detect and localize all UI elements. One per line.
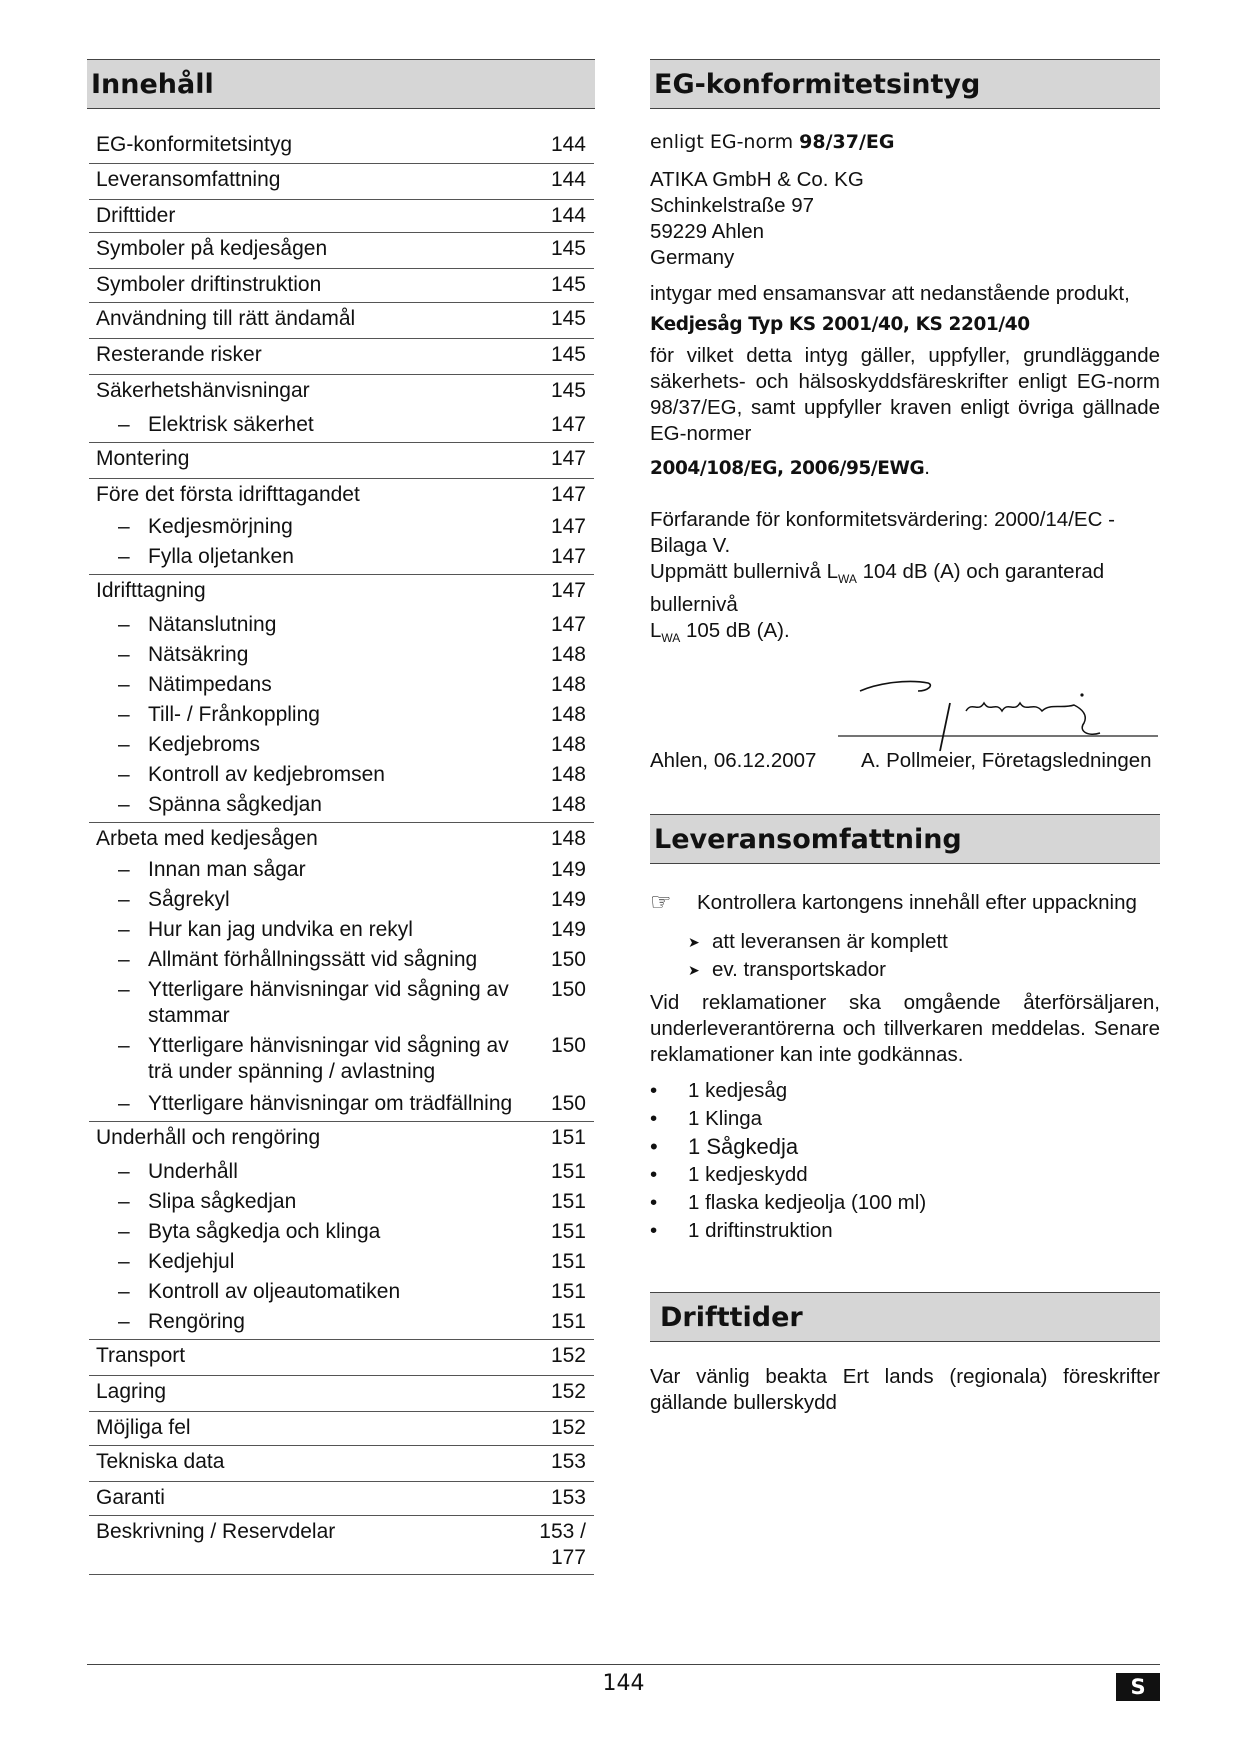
address-line: Schinkelstraße 97 [650, 194, 815, 217]
noise-subscript: WA [838, 572, 857, 587]
toc-subentry[interactable] [89, 670, 594, 700]
toc-page-number: 147 [550, 545, 586, 568]
complaints-text: Vid reklamationer ska omgående återförsäljaren, underleverantörerna och tillverkaren meddelas. Senare reklamationer kan inte godkännas. [650, 991, 1160, 1067]
toc-page-number: 150 [550, 978, 586, 1001]
toc-page-number: 151 [550, 1190, 586, 1213]
toc-entry[interactable] [89, 1515, 594, 1574]
toc-entry-title: Före det första idrifttagandet [96, 483, 360, 506]
toc-entry-title: – Allmänt förhållningssätt vid sågning [96, 947, 538, 973]
toc-page-number: 151 [550, 1310, 586, 1333]
toc-entry[interactable] [89, 478, 594, 512]
toc-entry-title: – Sågrekyl [96, 887, 538, 913]
page-footer [87, 1664, 1160, 1699]
toc-page-number: 152 [550, 1344, 586, 1367]
toc-subentry[interactable] [89, 640, 594, 670]
delivery-heading: Leveransomfattning [650, 814, 1160, 864]
toc-entry-title: Lagring [96, 1380, 167, 1403]
directive-suffix: . [924, 456, 930, 479]
toc-entry-title: – Till- / Frånkoppling [96, 702, 538, 728]
noise-subscript: WA [661, 631, 681, 646]
address-line: ATIKA GmbH & Co. KG [650, 168, 864, 191]
toc-page-number: 144 [550, 133, 586, 156]
toc-subentry[interactable] [89, 855, 594, 885]
toc-entry-title: Drifttider [96, 204, 176, 227]
toc-page-number: 147 [550, 613, 586, 636]
toc-entry-title: Idrifttagning [96, 579, 206, 602]
toc-subentry[interactable] [89, 410, 594, 442]
toc-entry-title: Säkerhetshänvisningar [96, 379, 310, 402]
toc-page-number: 153 [550, 1486, 586, 1509]
noise-measured-value: 104 dB (A) och garanterad bullernivå [650, 560, 1105, 617]
toc-page-number: 147 [550, 413, 586, 436]
toc-entry-title: Resterande risker [96, 343, 262, 366]
toc-page-number: 145 [550, 273, 586, 296]
delivery-instruction [650, 890, 1160, 916]
toc-subentry[interactable] [89, 610, 594, 640]
operating-times-heading: Drifttider [650, 1292, 1160, 1342]
toc-entry-title: – Nätimpedans [96, 672, 538, 698]
toc-page-number: 147 [550, 579, 586, 602]
toc-entry-title: – Nätanslutning [96, 612, 538, 638]
noise-label: L [650, 619, 662, 643]
list-item: • 1 kedjesåg [650, 1077, 1160, 1105]
delivery-items [650, 1077, 1160, 1245]
toc-entry[interactable] [89, 822, 594, 855]
noise-label: Uppmätt bullernivå L [650, 560, 839, 583]
toc-page-number: 151 [550, 1220, 586, 1243]
toc-entry-title: Montering [96, 447, 190, 470]
toc-page-number: 149 [550, 918, 586, 941]
toc-entry-title: – Kedjesmörjning [96, 514, 538, 540]
toc-entry-title: – Nätsäkring [96, 642, 538, 668]
toc-page-number: 152 [550, 1380, 586, 1403]
toc-page-number: 147 [550, 447, 586, 470]
toc-page-number: 151 [550, 1280, 586, 1303]
toc-entry-title: – Hur kan jag undvika en rekyl [96, 917, 538, 943]
toc-entry[interactable] [89, 1375, 594, 1411]
toc-entry-title: – Kedjebroms [96, 732, 538, 758]
toc-entry-title: Möjliga fel [96, 1416, 191, 1439]
guaranteed-noise-line [650, 618, 1160, 651]
toc-entry[interactable] [89, 574, 594, 610]
toc-subentry[interactable] [89, 975, 594, 1031]
toc-subentry[interactable] [89, 1089, 594, 1121]
toc-subentry[interactable] [89, 700, 594, 730]
toc-entry-title: Underhåll och rengöring [96, 1126, 321, 1149]
toc-subentry[interactable] [89, 1187, 594, 1217]
toc-entry[interactable] [89, 442, 594, 478]
toc-page-number: 148 [550, 703, 586, 726]
norm-value: 98/37/EG [799, 131, 895, 153]
product-type: Kedjesåg Typ KS 2001/40, KS 2201/40 [650, 314, 1030, 335]
toc-page-number: 148 [550, 827, 586, 850]
toc-page-number: 144 [550, 168, 586, 191]
toc-page-number: 153 [550, 1450, 586, 1473]
toc-subentry[interactable] [89, 542, 594, 574]
toc-page-number: 153 / 177 [539, 1520, 586, 1569]
conformity-norm [650, 128, 1160, 156]
toc-entry[interactable] [89, 1481, 594, 1515]
toc-subentry[interactable] [89, 512, 594, 542]
toc-entry[interactable] [89, 232, 594, 268]
toc-entry-title: – Kontroll av oljeautomatiken [96, 1279, 538, 1305]
norm-prefix: enligt EG-norm [650, 131, 800, 153]
pointing-hand-icon: ☞ [650, 889, 672, 917]
list-item: • 1 flaska kedjeolja (100 ml) [650, 1189, 1160, 1217]
toc-entry-title: Symboler på kedjesågen [96, 237, 328, 260]
directive-list: 2004/108/EG, 2006/95/EWG [650, 458, 925, 479]
toc-subentry[interactable] [89, 1157, 594, 1187]
toc-page-number: 149 [550, 888, 586, 911]
toc-subentry[interactable] [89, 915, 594, 945]
toc-entry-title: – Spänna sågkedjan [96, 792, 538, 818]
toc-page-number: 148 [550, 643, 586, 666]
toc-subentry[interactable] [89, 1217, 594, 1247]
toc-page-number: 148 [550, 733, 586, 756]
conformity-statement: för vilket detta intyg gäller, uppfyller, grundläggande säkerhets- och hälsoskyddsfäreskrifter enligt EG-norm 98/37/EG, samt uppfyller kraven enligt övriga gällnade EG-normer [650, 344, 1160, 445]
toc-entry-title: – Underhåll [96, 1159, 538, 1185]
toc-entry[interactable] [89, 302, 594, 338]
list-item: ➤ ev. transportskador [650, 956, 1160, 984]
table-of-contents [87, 59, 595, 1575]
toc-entry-title: Transport [96, 1344, 186, 1367]
toc-page-number: 149 [550, 858, 586, 881]
delivery-checks [650, 928, 1160, 984]
toc-page-number: 151 [550, 1250, 586, 1273]
toc-page-number: 152 [550, 1416, 586, 1439]
toc-subentry[interactable] [89, 1307, 594, 1339]
toc-page-number: 145 [550, 343, 586, 366]
toc-entry-title: – Byta sågkedja och klinga [96, 1219, 538, 1245]
toc-entry[interactable] [89, 129, 594, 163]
declaration-text: intygar med ensamansvar att nedanstående produkt, [650, 282, 1130, 305]
directives [650, 455, 1160, 482]
noise-info [650, 507, 1160, 651]
toc-subentry[interactable] [89, 760, 594, 790]
toc-subentry[interactable] [89, 1277, 594, 1307]
toc-entry-title: – Ytterligare hänvisningar om trädfällning [96, 1091, 538, 1117]
toc-entry[interactable] [89, 1339, 594, 1375]
instruction-text: Kontrollera kartongens innehåll efter uppackning [697, 891, 1137, 915]
toc-entry-title: – Rengöring [96, 1309, 538, 1335]
list-item: • 1 Klinga [650, 1105, 1160, 1133]
toc-entry-title: Användning till rätt ändamål [96, 307, 356, 330]
toc-entry-title: – Kedjehjul [96, 1249, 538, 1275]
toc-subentry[interactable] [89, 730, 594, 760]
toc-subentry[interactable] [89, 790, 594, 822]
toc-entry-title: – Slipa sågkedjan [96, 1189, 538, 1215]
toc-heading: Innehåll [87, 59, 595, 109]
operating-times-text: Var vänlig beakta Ert lands (regionala) föreskrifter gällande bullerskydd [650, 1365, 1160, 1415]
noise-guaranteed-value: 105 dB (A). [680, 619, 790, 643]
toc-page-number: 147 [550, 483, 586, 506]
list-item: • 1 kedjeskydd [650, 1161, 1160, 1189]
toc-entry[interactable] [89, 268, 594, 302]
toc-entry-title: – Innan man sågar [96, 857, 538, 883]
toc-page-number: 150 [550, 1092, 586, 1115]
toc-entry[interactable] [89, 1445, 594, 1481]
language-badge: S [1116, 1673, 1160, 1701]
toc-entry-title: Leveransomfattning [96, 168, 281, 191]
signatory: A. Pollmeier, Företagsledningen [861, 749, 1152, 773]
toc-entry-title: EG-konformitetsintyg [96, 133, 293, 156]
toc-page-number: 145 [550, 237, 586, 260]
toc-subentry[interactable] [89, 945, 594, 975]
right-column [650, 59, 1160, 1416]
list-item: • 1 driftinstruktion [650, 1217, 1160, 1245]
toc-entry-title: Tekniska data [96, 1450, 225, 1473]
toc-entry[interactable] [89, 163, 594, 199]
toc-entry[interactable] [89, 199, 594, 232]
list-item: ➤ att leveransen är komplett [650, 928, 1160, 956]
toc-entry-title: – Ytterligare hänvisningar vid sågning av stammar [96, 977, 538, 1029]
manufacturer-address [650, 167, 1160, 271]
toc-entry-title: Arbeta med kedjesågen [96, 827, 318, 850]
toc-entry-title: Beskrivning / Reservdelar [96, 1520, 336, 1543]
toc-entry-title: – Kontroll av kedjebromsen [96, 762, 538, 788]
toc-page-number: 148 [550, 793, 586, 816]
toc-end-rule [89, 1574, 594, 1575]
toc-list [89, 129, 594, 1575]
toc-subentry[interactable] [89, 885, 594, 915]
toc-page-number: 144 [550, 204, 586, 227]
toc-page-number: 147 [550, 515, 586, 538]
toc-page-number: 151 [550, 1126, 586, 1149]
toc-page-number: 150 [550, 948, 586, 971]
toc-entry[interactable] [89, 374, 594, 410]
list-item: • 1 Sågkedja [650, 1133, 1160, 1161]
toc-entry-title: – Fylla oljetanken [96, 544, 538, 570]
toc-entry-title: Garanti [96, 1486, 165, 1509]
toc-subentry[interactable] [89, 1247, 594, 1277]
toc-entry[interactable] [89, 338, 594, 374]
toc-page-number: 151 [550, 1160, 586, 1183]
toc-page-number: 150 [550, 1034, 586, 1057]
toc-page-number: 148 [550, 673, 586, 696]
toc-page-number: 145 [550, 307, 586, 330]
address-line: 59229 Ahlen [650, 220, 765, 243]
address-line: Germany [650, 246, 735, 269]
toc-page-number: 145 [550, 379, 586, 402]
signature-image [838, 663, 1158, 763]
procedure-line: Förfarande för konformitetsvärdering: 2000/14/EC -Bilaga V. [650, 508, 1115, 557]
toc-entry-title: – Elektrisk säkerhet [96, 412, 538, 438]
measured-noise-line [650, 559, 1160, 618]
toc-page-number: 148 [550, 763, 586, 786]
toc-subentry[interactable] [89, 1031, 594, 1089]
toc-entry[interactable] [89, 1121, 594, 1157]
toc-entry-title: – Ytterligare hänvisningar vid sågning av trä under spänning / avlastning [96, 1033, 538, 1085]
signature-area [650, 663, 1160, 763]
place-date: Ahlen, 06.12.2007 [650, 749, 817, 773]
toc-entry-title: Symboler driftinstruktion [96, 273, 322, 296]
page-number: 144 [602, 1671, 645, 1696]
conformity-heading: EG-konformitetsintyg [650, 59, 1160, 109]
toc-entry[interactable] [89, 1411, 594, 1445]
